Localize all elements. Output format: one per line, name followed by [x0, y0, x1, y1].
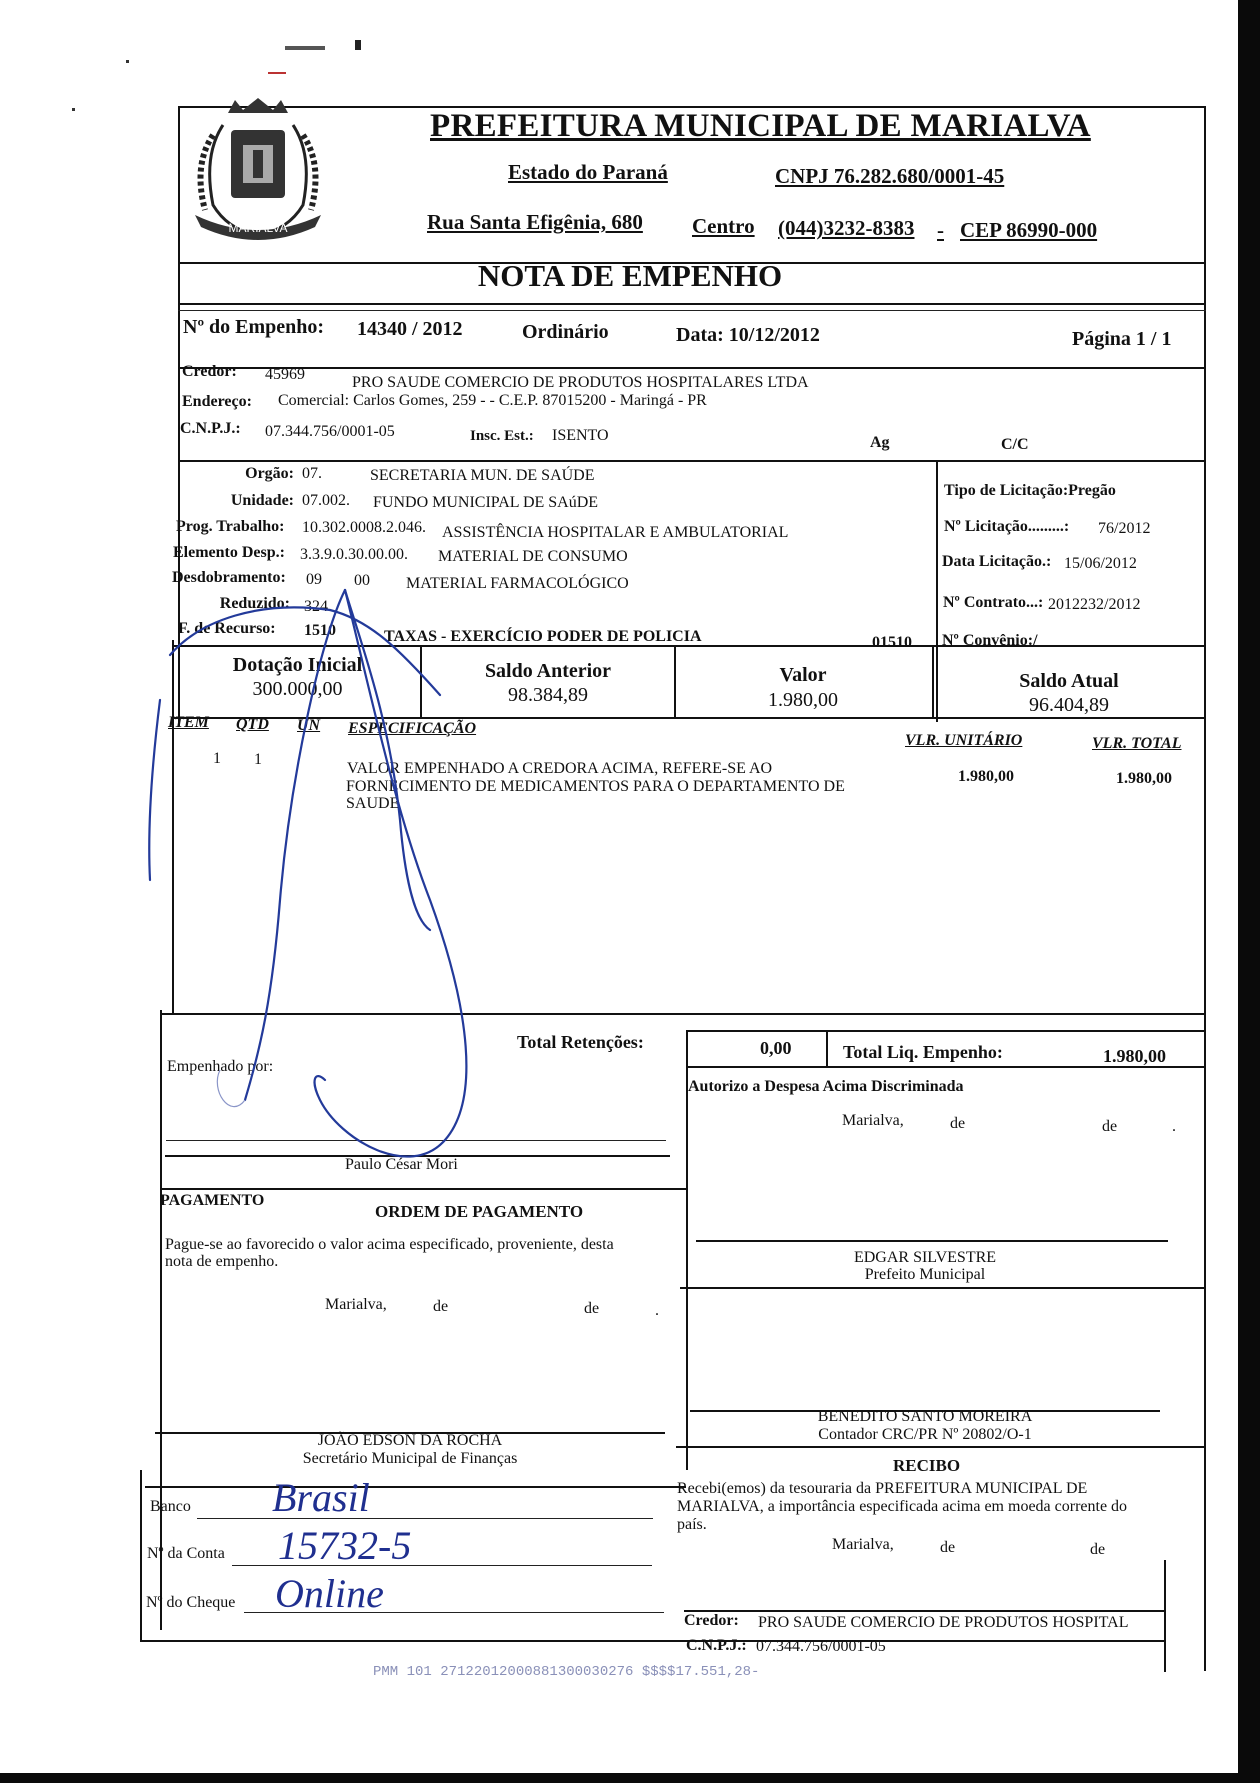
page-number: Página 1 / 1 [1072, 328, 1172, 350]
dotacao-inicial-value: 300.000,00 [252, 678, 343, 700]
desdobramento-name: MATERIAL FARMACOLÓGICO [406, 575, 629, 592]
autorizo-de-1: de [950, 1115, 966, 1132]
numero-contrato-label: Nº Contrato...: [943, 594, 1044, 611]
credor-name: PRO SAUDE COMERCIO DE PRODUTOS HOSPITALARES LTDA [352, 374, 809, 391]
data-licitacao: 15/06/2012 [1064, 555, 1137, 572]
handwritten-signature [140, 580, 740, 1180]
numero-contrato: 2012232/2012 [1048, 596, 1141, 613]
municipal-crest-logo [183, 95, 333, 245]
recibo-de-1: de [940, 1539, 956, 1556]
ordem-texto-1: Pague-se ao favorecido o valor acima especificado, proveniente, desta [165, 1236, 614, 1253]
autorizo-despesa: Autorizo a Despesa Acima Discriminada [688, 1078, 964, 1095]
col-header-especificacao: ESPECIFICAÇÃO [348, 720, 477, 737]
col-header-vlr-total: VLR. TOTAL [1092, 735, 1182, 752]
document-title: NOTA DE EMPENHO [477, 258, 783, 293]
credor-cnpj-label: C.N.P.J.: [180, 420, 241, 437]
ordem-texto-2: nota de empenho. [165, 1253, 279, 1270]
secretario-cargo: Secretário Municipal de Finanças [302, 1450, 518, 1467]
fonte-recurso-code: 1510 [304, 622, 336, 639]
desdobramento-sub: 00 [354, 572, 370, 589]
recibo-title: RECIBO [893, 1456, 961, 1475]
recibo-texto-2: MARIALVA, a importância especificada acima em moeda corrente do [677, 1498, 1128, 1515]
credor-code: 45969 [265, 366, 305, 383]
scan-artifact-2 [355, 40, 361, 50]
unidade-label: Unidade: [230, 492, 294, 509]
ordem-cidade: Marialva, [325, 1296, 387, 1313]
header-rua: Rua Santa Efigênia, 680 [427, 210, 643, 234]
orgao-label: Orgão: [245, 465, 294, 482]
row-especificacao-2: FORNECIMENTO DE MEDICAMENTOS PARA O DEPARTAMENTO DE [346, 778, 845, 795]
conta-corrente-label: C/C [1001, 436, 1029, 453]
dotacao-inicial-label: Dotação Inicial [232, 654, 363, 676]
col-header-vlr-unitario: VLR. UNITÁRIO [905, 732, 1023, 749]
recibo-de-2: de [1090, 1541, 1106, 1558]
autorizo-ponto: . [1172, 1118, 1176, 1135]
valor-value: 1.980,00 [768, 689, 838, 711]
agencia-label: Ag [870, 434, 890, 451]
banco-handwritten: Brasil [272, 1475, 370, 1520]
total-liquido-value: 1.980,00 [1103, 1046, 1166, 1066]
ordem-ponto: . [655, 1302, 659, 1319]
scan-artifact-1 [285, 46, 325, 50]
row-vlr-total: 1.980,00 [1116, 770, 1172, 787]
scan-artifact-4 [126, 60, 129, 63]
ordem-de-2: de [584, 1300, 600, 1317]
row-item: 1 [213, 750, 221, 767]
pagamento-label: PAGAMENTO [160, 1192, 265, 1209]
elemento-name: MATERIAL DE CONSUMO [438, 548, 628, 565]
prog-trabalho-name: ASSISTÊNCIA HOSPITALAR E AMBULATORIAL [442, 524, 789, 541]
banco-label: Banco [150, 1498, 191, 1515]
fonte-recurso-label: F. de Recurso: [178, 620, 276, 637]
credor-cnpj: 07.344.756/0001-05 [265, 423, 395, 440]
recibo-texto-3: país. [677, 1516, 707, 1533]
ordem-pagamento-title: ORDEM DE PAGAMENTO [375, 1202, 584, 1221]
saldo-anterior-value: 98.384,89 [508, 684, 588, 706]
prefeito-cargo: Prefeito Municipal [864, 1266, 986, 1283]
desdobramento-code: 09 [306, 571, 322, 588]
numero-conta-label: Nº da Conta [147, 1545, 225, 1562]
numero-cheque-handwritten: Online [275, 1571, 384, 1616]
prog-trabalho-code: 10.302.0008.2.046. [302, 519, 426, 536]
elemento-code: 3.3.9.0.30.00.00. [300, 546, 408, 563]
estado-label: Estado do Paraná [508, 160, 668, 184]
fonte-recurso-name: TAXAS - EXERCÍCIO PODER DE POLICIA [384, 628, 702, 645]
row-especificacao-1: VALOR EMPENHADO A CREDORA ACIMA, REFERE-SE AO [347, 760, 773, 777]
empenho-number-label: Nº do Empenho: [183, 316, 325, 338]
prefeitura-title: PREFEITURA MUNICIPAL DE MARIALVA [430, 108, 1091, 144]
orgao-code: 07. [302, 465, 322, 482]
empenho-type: Ordinário [522, 321, 609, 343]
reduzido-code: 324 [304, 598, 328, 615]
recibo-cidade: Marialva, [832, 1536, 894, 1553]
recibo-credor: PRO SAUDE COMERCIO DE PRODUTOS HOSPITAL [758, 1614, 1129, 1631]
credor-label: Credor: [182, 363, 237, 380]
recibo-credor-label: Credor: [684, 1612, 739, 1629]
recibo-texto-1: Recebi(emos) da tesouraria da PREFEITURA MUNICIPAL DE [677, 1480, 1088, 1497]
unidade-code: 07.002. [302, 492, 350, 509]
header-centro: Centro [692, 214, 755, 238]
ordem-de-1: de [433, 1298, 449, 1315]
svg-text:MARIALVA: MARIALVA [228, 221, 288, 235]
col-header-un: UN [297, 717, 321, 734]
insc-est-label: Insc. Est.: [470, 428, 534, 444]
scan-artifact-5 [72, 108, 75, 111]
header-cnpj: CNPJ 76.282.680/0001-45 [775, 164, 1005, 188]
col-header-item: ITEM [168, 714, 209, 731]
recibo-cnpj: 07.344.756/0001-05 [756, 1638, 886, 1655]
secretario-nome: JOÃO EDSON DA ROCHA [317, 1432, 503, 1449]
empenhado-por-label: Empenhado por: [167, 1058, 274, 1075]
scan-edge-bottom [0, 1773, 1260, 1783]
endereco-label: Endereço: [182, 393, 252, 410]
row-qtd: 1 [254, 751, 262, 768]
saldo-atual-label: Saldo Atual [1019, 670, 1119, 692]
contador-nome: BENEDITO SANTO MOREIRA [817, 1408, 1033, 1425]
credor-address: Comercial: Carlos Gomes, 259 - - C.E.P. 87015200 - Maringá - PR [278, 392, 707, 409]
saldo-anterior-label: Saldo Anterior [484, 660, 612, 682]
orgao-name: SECRETARIA MUN. DE SAÚDE [370, 467, 595, 484]
data-licitacao-label: Data Licitação.: [942, 553, 1052, 570]
header-telefone: (044)3232-8383 [778, 216, 915, 240]
total-retencoes-label: Total Retenções: [517, 1032, 644, 1052]
saldo-atual-value: 96.404,89 [1029, 694, 1109, 716]
numero-conta-handwritten: 15732-5 [278, 1523, 412, 1568]
prefeito-nome: EDGAR SILVESTRE [853, 1249, 997, 1266]
contador-cargo: Contador CRC/PR Nº 20802/O-1 [818, 1426, 1032, 1443]
valor-label: Valor [779, 664, 827, 686]
autorizo-de-2: de [1102, 1118, 1118, 1135]
reduzido-label: Reduzido: [219, 595, 290, 612]
autorizo-cidade: Marialva, [842, 1112, 904, 1129]
row-especificacao-3: SAUDE [346, 795, 400, 812]
col-header-qtd: QTD [236, 716, 269, 733]
header-cep: CEP 86990-000 [960, 218, 1098, 242]
fonte-recurso-number: 01510 [872, 634, 912, 651]
insc-est: ISENTO [552, 427, 609, 444]
unidade-name: FUNDO MUNICIPAL DE SAúDE [373, 494, 599, 511]
recibo-cnpj-label: C.N.P.J.: [686, 1637, 747, 1654]
total-retencoes-value: 0,00 [760, 1038, 792, 1058]
desdobramento-label: Desdobramento: [172, 569, 286, 586]
footer-print-code: PMM 101 27122012000881300030276 $$$$17.551,28- [373, 1664, 760, 1680]
numero-licitacao-label: Nº Licitação.........: [944, 518, 1070, 535]
row-vlr-unitario: 1.980,00 [958, 768, 1014, 785]
numero-licitacao: 76/2012 [1098, 520, 1151, 537]
numero-cheque-label: Nº do Cheque [146, 1594, 236, 1611]
elemento-label: Elemento Desp.: [173, 544, 285, 561]
empenhado-por-nome: Paulo César Mori [345, 1156, 458, 1173]
numero-convenio: Nº Convênio:/ [942, 632, 1038, 649]
empenho-date: Data: 10/12/2012 [676, 324, 820, 346]
prog-trabalho-label: Prog. Trabalho: [176, 518, 285, 535]
scan-artifact-3 [268, 72, 286, 74]
empenho-number: 14340 / 2012 [357, 318, 463, 340]
tipo-licitacao: Tipo de Licitação:Pregão [944, 482, 1116, 499]
header-separator: - [937, 218, 944, 242]
total-liquido-label: Total Liq. Empenho: [843, 1042, 1003, 1062]
